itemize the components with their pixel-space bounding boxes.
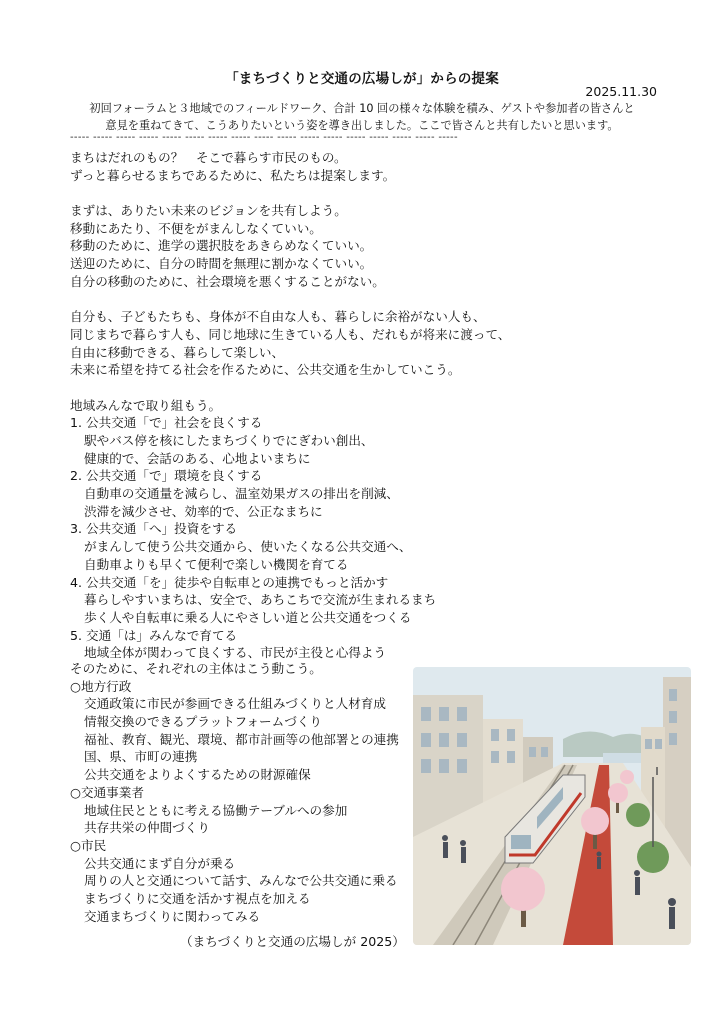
actor-item: 国、県、市町の連携 (84, 749, 198, 765)
effort-title: 3. 公共交通「へ」投資をする (70, 521, 238, 537)
effort-detail: 自動車よりも早くて便利で楽しい機関を育てる (84, 556, 349, 572)
actor-item: 共存共栄の仲間づくり (84, 820, 210, 836)
actor-item: 福祉、教育、観光、環境、都市計画等の他部署との連携 (84, 731, 399, 747)
actor-item: 交通まちづくりに関わってみる (84, 908, 261, 924)
actor-item: 交通政策に市民が参画できる仕組みづくりと人材育成 (84, 696, 386, 712)
actor-name: ○地方行政 (70, 678, 132, 694)
actors-section (70, 660, 410, 925)
vision-line: まずは、ありたい未来のビジョンを共有しよう。 (70, 203, 347, 219)
efforts-heading: 地域みんなで取り組もう。 (70, 397, 222, 413)
effort-detail: 健康的で、会話のある、心地よいまちに (84, 450, 311, 466)
actor-item: 地域住民とともに考える協働テーブルへの参加 (84, 802, 348, 818)
vision-line: 送迎のために、自分の時間を無理に割かなくていい。 (70, 256, 373, 272)
actor-name: ○交通事業者 (70, 784, 144, 800)
effort-detail: がまんして使う公共交通から、使いたくなる公共交通へ、 (84, 539, 412, 555)
footer-credit: （まちづくりと交通の広場しが 2025） (180, 934, 405, 949)
effort-title: 1. 公共交通「で」社会を良くする (70, 415, 263, 431)
effort-detail: 暮らしやすいまちは、安全で、あちこちで交流が生まれるまち (84, 592, 437, 608)
vision-line: 移動にあたり、不便をがまんしなくていい。 (70, 220, 322, 236)
intro-paragraph (40, 100, 684, 134)
actor-name: ○市民 (70, 837, 107, 853)
spacer (70, 379, 660, 397)
actor-item: 情報交換のできるプラットフォームづくり (84, 714, 323, 730)
effort-detail: 駅やバス停を核にしたまちづくりでにぎわい創出、 (84, 433, 374, 448)
street-tram-illustration-svg (413, 667, 691, 945)
spacer (70, 291, 660, 309)
effort-title: 4. 公共交通「を」徒歩や自転車との連携でもっと活かす (70, 574, 389, 590)
effort-detail: 地域全体が関わって良くする、市民が主役と心得よう (84, 645, 387, 661)
effort-title: 5. 交通「は」みんなで育てる (70, 627, 238, 643)
everyone-line: 未来に希望を持てる社会を作るために、公共交通を生かしていこう。 (70, 362, 461, 378)
effort-title: 2. 公共交通「で」環境を良くする (70, 468, 263, 484)
proposal-body (70, 149, 660, 662)
actor-item: まちづくりに交通を活かす視点を加える (84, 890, 311, 906)
spacer (70, 184, 660, 202)
effort-detail: 自動車の交通量を減らし、温室効果ガスの排出を削減、 (84, 486, 399, 502)
effort-detail: 渋滞を減少させ、効率的で、公正なまちに (84, 503, 323, 519)
opening-line: ずっと暮らせるまちであるために、私たちは提案します。 (70, 167, 396, 183)
street-tram-illustration (413, 667, 691, 945)
separator-line: ----- ----- ----- ----- ----- ----- ----- ----- ----- ----- ----- ----- ----- ----- ----- ----- ----- (70, 132, 458, 143)
actor-item: 公共交通にまず自分が乗る (84, 855, 236, 871)
everyone-line: 同じまちで暮らす人も、同じ地球に生きている人も、だれもが将来に渡って、 (70, 326, 511, 342)
intro-line: 意見を重ねてきて、こうありたいという姿を導き出しました。ここで皆さんと共有したいと思います。 (105, 119, 619, 132)
intro-line: 初回フォーラムと３地域でのフィールドワーク、合計 10 回の様々な体験を積み、ゲストや参加者の皆さんと (89, 102, 635, 115)
everyone-line: 自由に移動できる、暮らして楽しい、 (70, 344, 285, 360)
vision-line: 移動のために、進学の選択肢をあきらめなくていい。 (70, 238, 373, 254)
everyone-line: 自分も、子どもたちも、身体が不自由な人も、暮らしに余裕がない人も、 (70, 309, 486, 325)
actor-item: 公共交通をよりよくするための財源確保 (84, 767, 311, 783)
page-title: 「まちづくりと交通の広場しが」からの提案 (225, 71, 499, 87)
actor-item: 周りの人と交通について話す、みんなで公共交通に乗る (84, 873, 398, 889)
vision-line: 自分の移動のために、社会環境を悪くすることがない。 (70, 273, 385, 289)
effort-detail: 歩く人や自転車に乗る人にやさしい道と公共交通をつくる (84, 609, 412, 625)
document-date: 2025.11.30 (585, 84, 657, 99)
actors-heading: そのために、それぞれの主体はこう動こう。 (70, 661, 322, 676)
opening-line: まちはだれのもの？ そこで暮らす市民のもの。 (70, 150, 347, 165)
